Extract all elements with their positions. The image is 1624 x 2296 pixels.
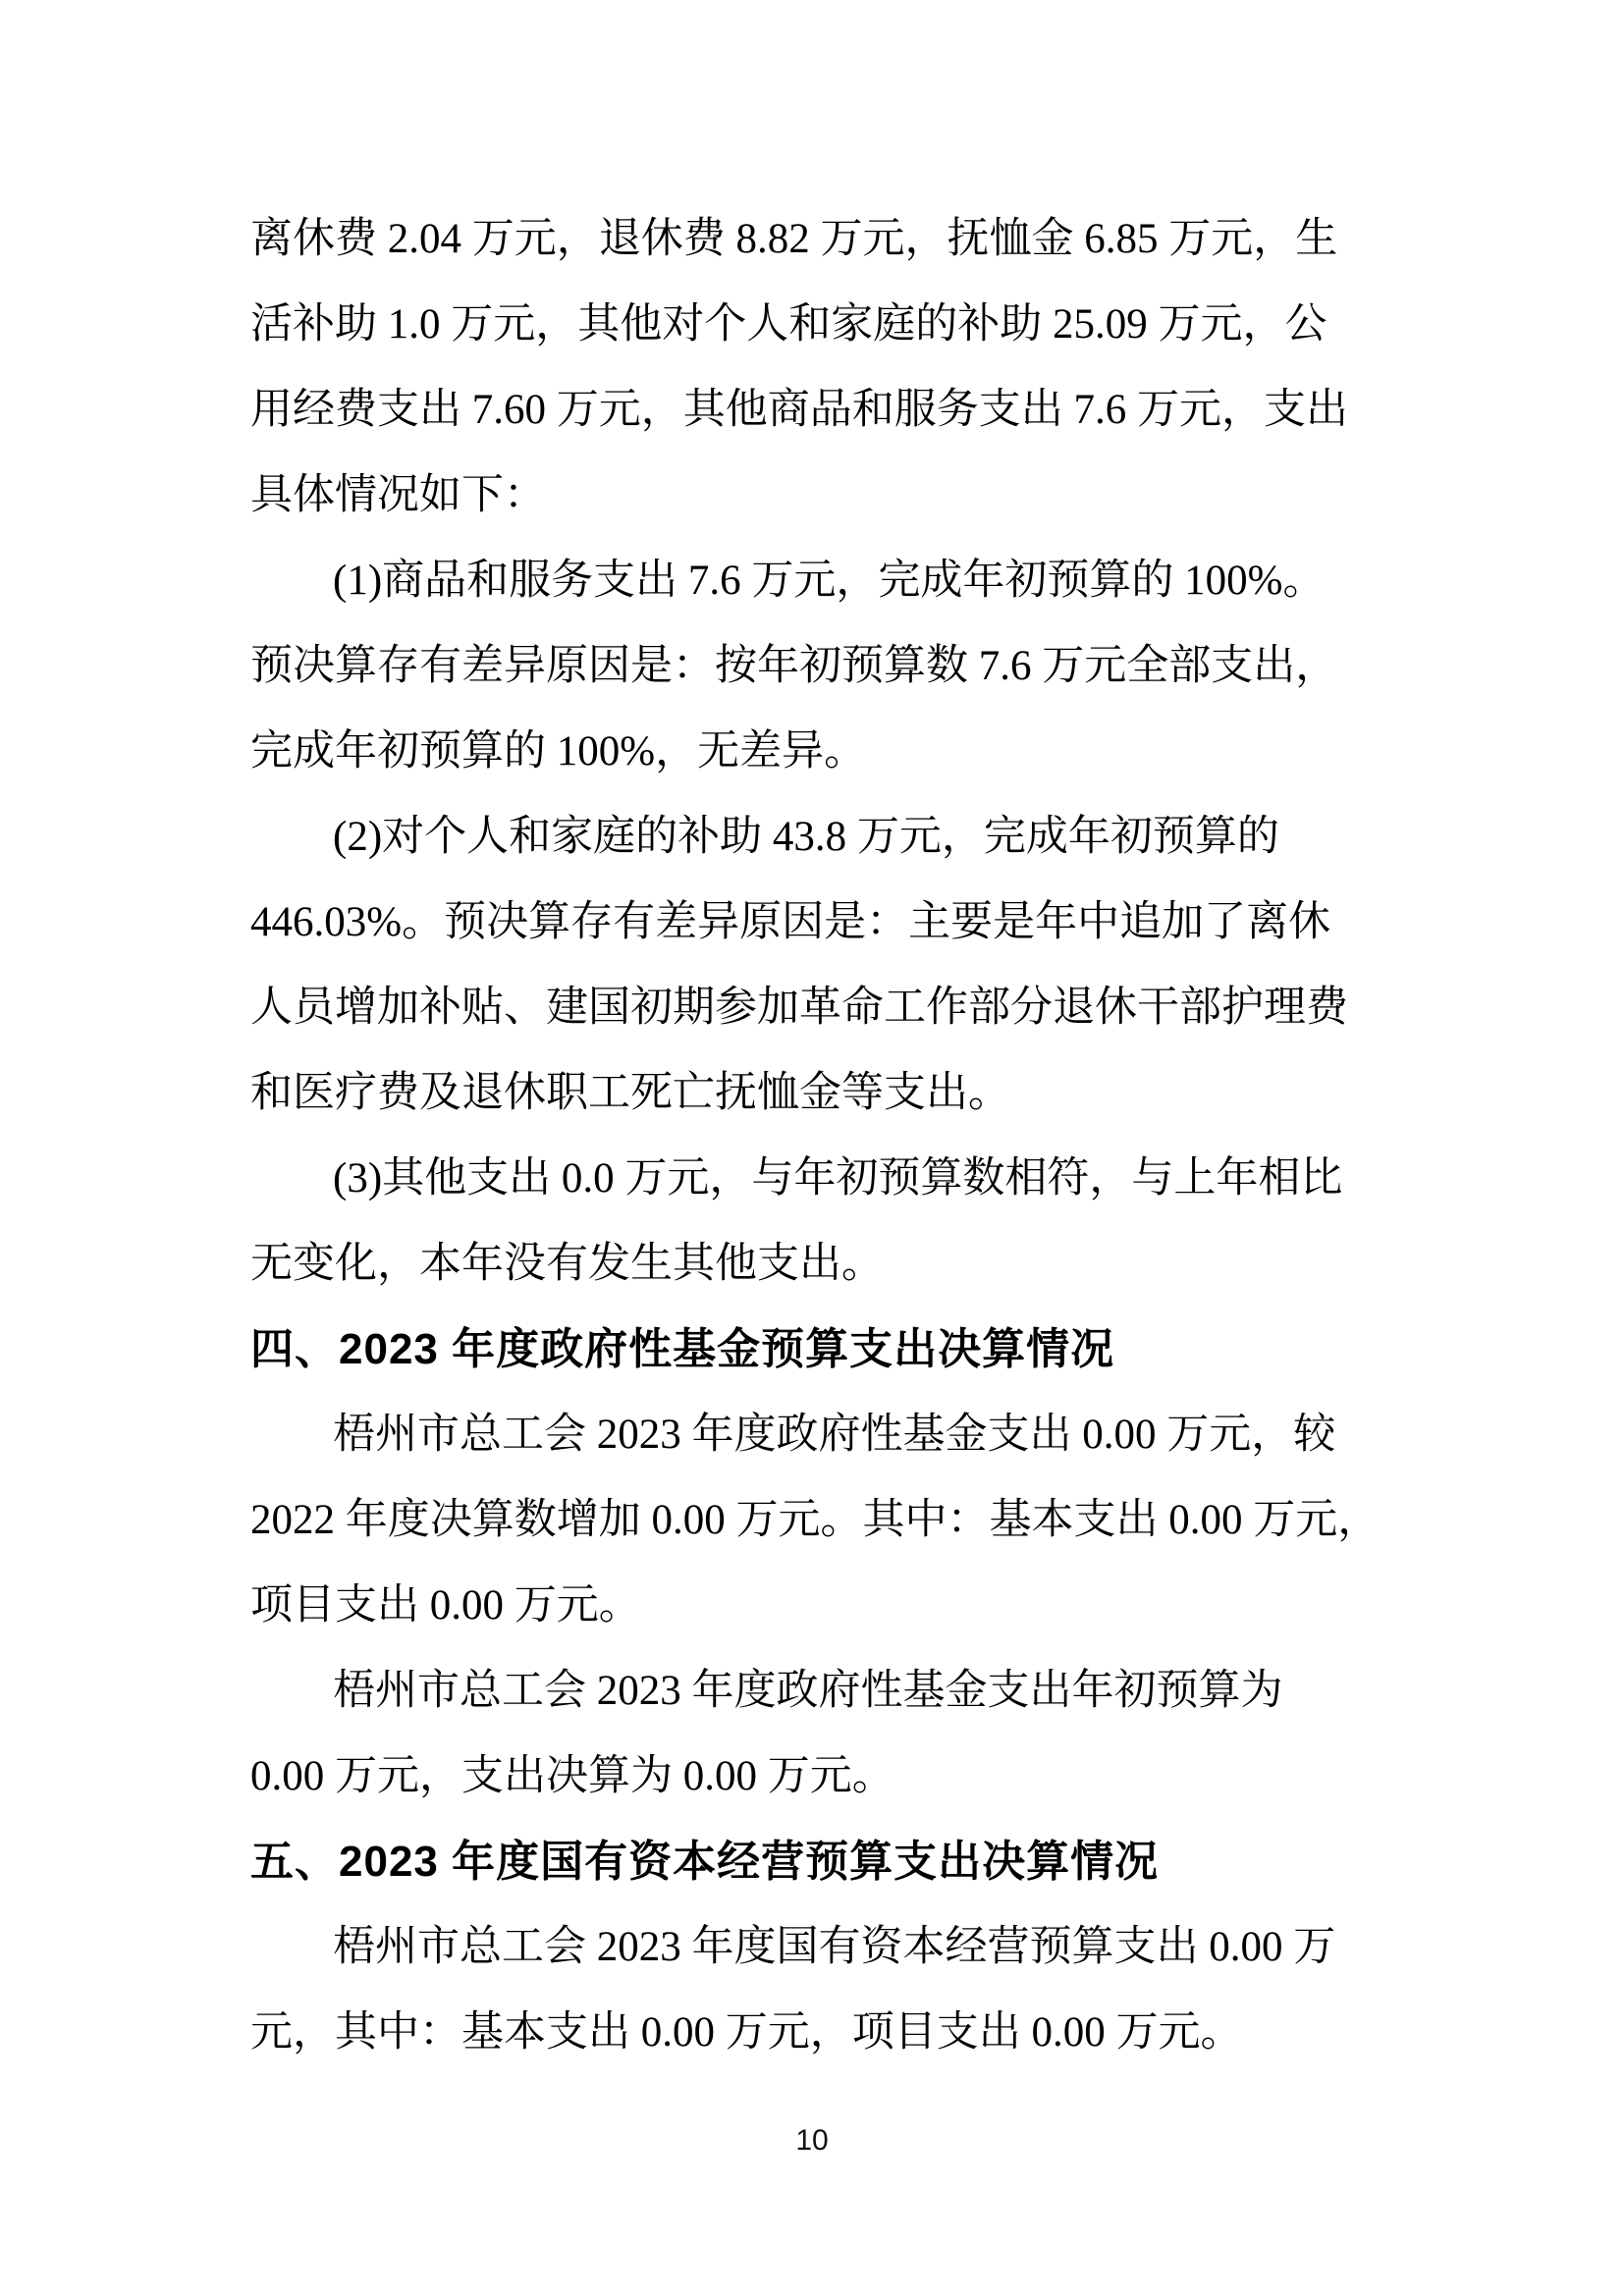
text-line: 元，其中：基本支出 0.00 万元，项目支出 0.00 万元。 [250,2009,1243,2056]
text-line: 预决算存有差异原因是：按年初预算数 7.6 万元全部支出， [250,643,1338,689]
text-line: 人员增加补贴、建国初期参加革命工作部分退休干部护理费 [250,985,1348,1031]
text-line: (2)对个人和家庭的补助 43.8 万元，完成年初预算的 [333,814,1279,860]
text-line: 活补助 1.0 万元，其他对个人和家庭的补助 25.09 万元，公 [250,301,1327,347]
section-heading: 五、2023 年度国有资本经营预算支出决算情况 [250,1838,1160,1886]
text-line: 2022 年度决算数增加 0.00 万元。其中：基本支出 0.00 万元， [250,1497,1380,1543]
text-line: 无变化，本年没有发生其他支出。 [250,1241,884,1287]
text-line: 梧州市总工会 2023 年度政府性基金支出 0.00 万元，较 [333,1412,1336,1458]
page-number: 10 [795,2124,829,2157]
text-line: 用经费支出 7.60 万元，其他商品和服务支出 7.6 万元，支出 [250,387,1348,433]
text-line: 446.03%。预决算存有差异原因是：主要是年中追加了离休 [250,899,1331,945]
text-line: 完成年初预算的 100%，无差异。 [250,728,867,774]
text-line: 0.00 万元，支出决算为 0.00 万元。 [250,1753,894,1799]
text-line: 离休费 2.04 万元，退休费 8.82 万元，抚恤金 6.85 万元，生 [250,216,1338,262]
text-line: 梧州市总工会 2023 年度政府性基金支出年初预算为 [333,1668,1283,1714]
text-line: 和医疗费及退休职工死亡抚恤金等支出。 [250,1070,1010,1116]
document-body [250,196,1380,2075]
text-line: (3)其他支出 0.0 万元，与年初预算数相符，与上年相比 [333,1155,1343,1201]
text-line: 梧州市总工会 2023 年度国有资本经营预算支出 0.00 万 [333,1924,1336,1970]
text-line: 项目支出 0.00 万元。 [250,1582,641,1629]
text-line: (1)商品和服务支出 7.6 万元，完成年初预算的 100%。 [333,558,1326,604]
section-heading: 四、2023 年度政府性基金预算支出决算情况 [250,1325,1115,1373]
text-line: 具体情况如下： [250,472,546,518]
